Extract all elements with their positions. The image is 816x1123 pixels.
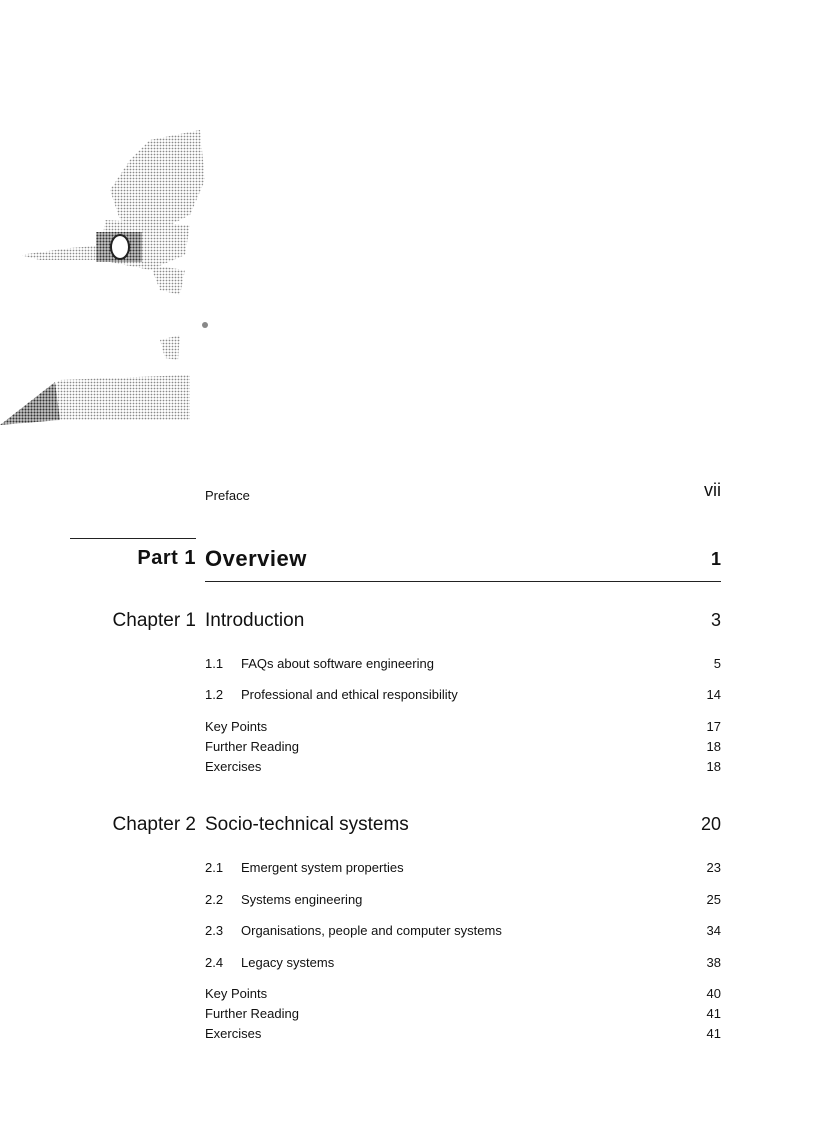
chapter-page-number: 20: [700, 814, 721, 834]
extra-page-number: 17: [706, 719, 721, 734]
section-number: 2.4: [205, 955, 224, 970]
toc-section-entry[interactable]: [205, 892, 721, 910]
section-page-number: 25: [706, 892, 721, 907]
section-page-number: 23: [706, 860, 721, 875]
section-page-number: 38: [706, 955, 721, 970]
toc-section-entry[interactable]: [205, 923, 721, 941]
section-number: 2.3: [205, 923, 224, 938]
extra-title: Key Points: [205, 986, 268, 1001]
section-title: Organisations, people and computer systems: [241, 923, 502, 938]
preface-page-number: vii: [704, 480, 721, 500]
part-divider-top: [70, 538, 196, 539]
extra-title: Further Reading: [205, 739, 299, 754]
toc-section-entry[interactable]: [205, 860, 721, 878]
extra-page-number: 18: [706, 759, 721, 774]
section-title: Emergent system properties: [241, 860, 404, 875]
extra-title: Exercises: [205, 1026, 262, 1041]
toc-section-entry[interactable]: [205, 955, 721, 973]
toc-section-entry[interactable]: [205, 687, 721, 705]
part-divider-bottom: [205, 581, 721, 582]
section-page-number: 5: [713, 656, 721, 671]
chapter-title[interactable]: Introduction: [205, 610, 305, 631]
toc-extra-entry[interactable]: [205, 739, 721, 755]
part-title[interactable]: Overview: [205, 546, 307, 571]
toc-extra-entry[interactable]: [205, 1026, 721, 1042]
part-page-number: 1: [710, 549, 721, 569]
part-label: Part 1: [137, 547, 196, 569]
extra-title: Key Points: [205, 719, 268, 734]
chapter-label: Chapter 1: [112, 610, 196, 631]
extra-page-number: 41: [706, 1006, 721, 1021]
extra-title: Further Reading: [205, 1006, 299, 1021]
section-title: FAQs about software engineering: [241, 656, 434, 671]
decorative-contents-graphic: [0, 120, 215, 430]
extra-page-number: 40: [706, 986, 721, 1001]
section-number: 2.1: [205, 860, 224, 875]
section-title: Professional and ethical responsibility: [241, 687, 458, 702]
section-title: Systems engineering: [241, 892, 363, 907]
chapter-page-number: 3: [710, 610, 721, 630]
toc-extra-entry[interactable]: [205, 986, 721, 1002]
section-page-number: 14: [706, 687, 721, 702]
extra-page-number: 18: [706, 739, 721, 754]
toc-section-entry[interactable]: [205, 656, 721, 674]
section-number: 2.2: [205, 892, 224, 907]
section-page-number: 34: [706, 923, 721, 938]
section-number: 1.2: [205, 687, 224, 702]
toc-extra-entry[interactable]: [205, 1006, 721, 1022]
preface-label[interactable]: Preface: [205, 488, 250, 503]
toc-extra-entry[interactable]: [205, 719, 721, 735]
section-title: Legacy systems: [241, 955, 335, 970]
extra-page-number: 41: [706, 1026, 721, 1041]
extra-title: Exercises: [205, 759, 262, 774]
section-number: 1.1: [205, 656, 224, 671]
chapter-label: Chapter 2: [112, 814, 196, 835]
toc-extra-entry[interactable]: [205, 759, 721, 775]
chapter-title[interactable]: Socio-technical systems: [205, 814, 409, 835]
